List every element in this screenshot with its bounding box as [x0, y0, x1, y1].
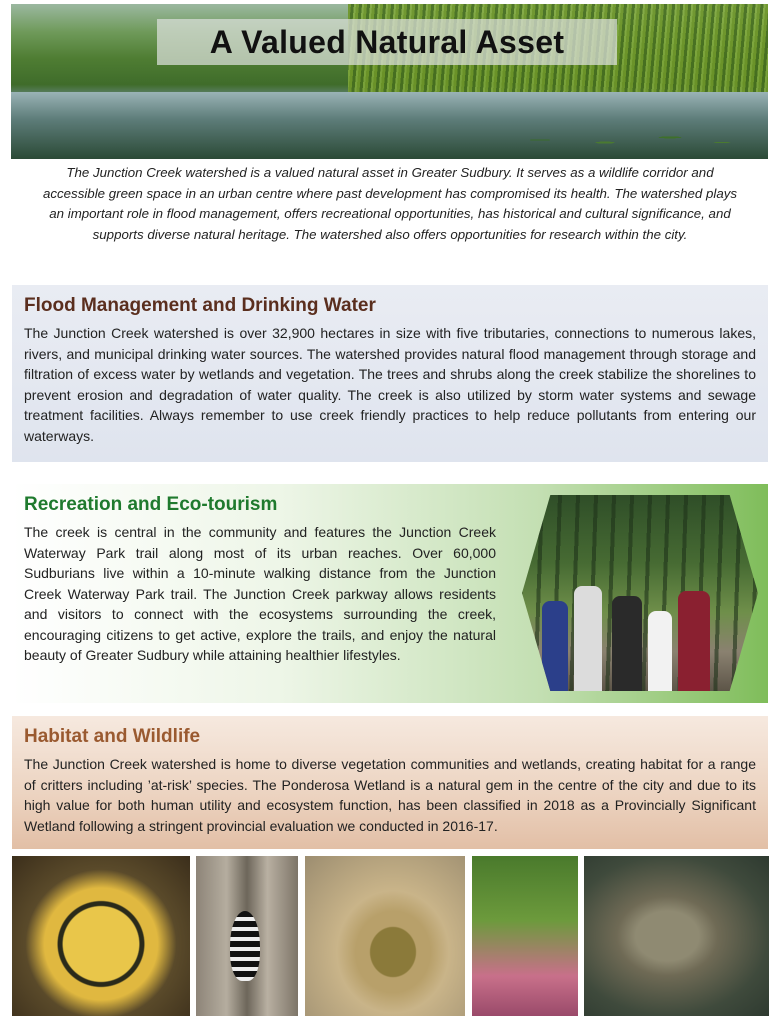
snapping-turtle-photo — [584, 856, 769, 1016]
flood-management-panel — [12, 285, 768, 462]
caterpillar-milkweed-photo — [472, 856, 578, 1016]
woodpecker-photo — [196, 856, 298, 1016]
hikers-photo — [522, 495, 758, 691]
recreation-heading: Recreation and Eco-tourism — [24, 494, 278, 515]
page-title: A Valued Natural Asset — [209, 23, 565, 60]
frog-photo — [305, 856, 465, 1016]
habitat-heading: Habitat and Wildlife — [24, 726, 201, 747]
woodpecker-graphic — [230, 911, 260, 981]
intro-paragraph: The Junction Creek watershed is a valued natural asset in Greater Sudbury. It serves as a wildlife corridor and accessible green space in an urban centre where past development has compromised its health. The watershed plays an important role in flood management, offers recreational opportunities, has historical and cultural significance, and supports diverse natural heritage. The watershed also offers opportunities for research within the city. — [42, 165, 738, 242]
hiker-figure — [612, 596, 642, 691]
hiker-figure — [542, 601, 568, 691]
recreation-panel — [12, 484, 768, 703]
hiker-figure — [574, 586, 602, 691]
hiker-figure — [678, 591, 710, 691]
hero-banner-photo — [11, 4, 768, 159]
habitat-body: The Junction Creek watershed is home to diverse vegetation communities and wetlands, creating habitat for a range of critters including ’at-risk’ species. The Ponderosa Wetland is a natural gem in the centre of the city and due to its high value for both human utility and ecosystem function, has been classified in 2018 as a Provincially Significant Wetland following a stringent provincial evaluation we conducted in 2016-17. — [24, 756, 756, 834]
flood-body: The Junction Creek watershed is over 32,900 hectares in size with five tributaries, connections to numerous lakes, rivers, and municipal drinking water sources. The watershed provides natural flood management through storage and filtration of excess water by wetlands and vegetation. The trees and shrubs along the creek stabilize the shorelines to prevent erosion and degradation of water quality. The creek is also utilized by storm water systems and sewage treatment facilities. Always remember to use creek friendly practices to help reduce pollutants from entering our waterways. — [24, 325, 756, 444]
recreation-body: The creek is central in the community and features the Junction Creek Waterway Park trail along most of its urban reaches. Over 60,000 Sudburians live within a 10-minute walking distance from the Junction Creek Waterway Park trail. The Junction Creek parkway allows residents and visitors to connect with the ecosystems surrounding the creek, encouraging citizens to get active, explore the trails, and enjoy the natural beauty of Greater Sudbury while attaining healthier lifestyles. — [24, 524, 496, 663]
butterfly-photo — [12, 856, 190, 1016]
title-box — [157, 19, 617, 65]
habitat-panel — [12, 716, 768, 849]
flood-heading: Flood Management and Drinking Water — [24, 295, 376, 316]
lily-pads-graphic — [488, 127, 748, 153]
hiker-figure — [648, 611, 672, 691]
